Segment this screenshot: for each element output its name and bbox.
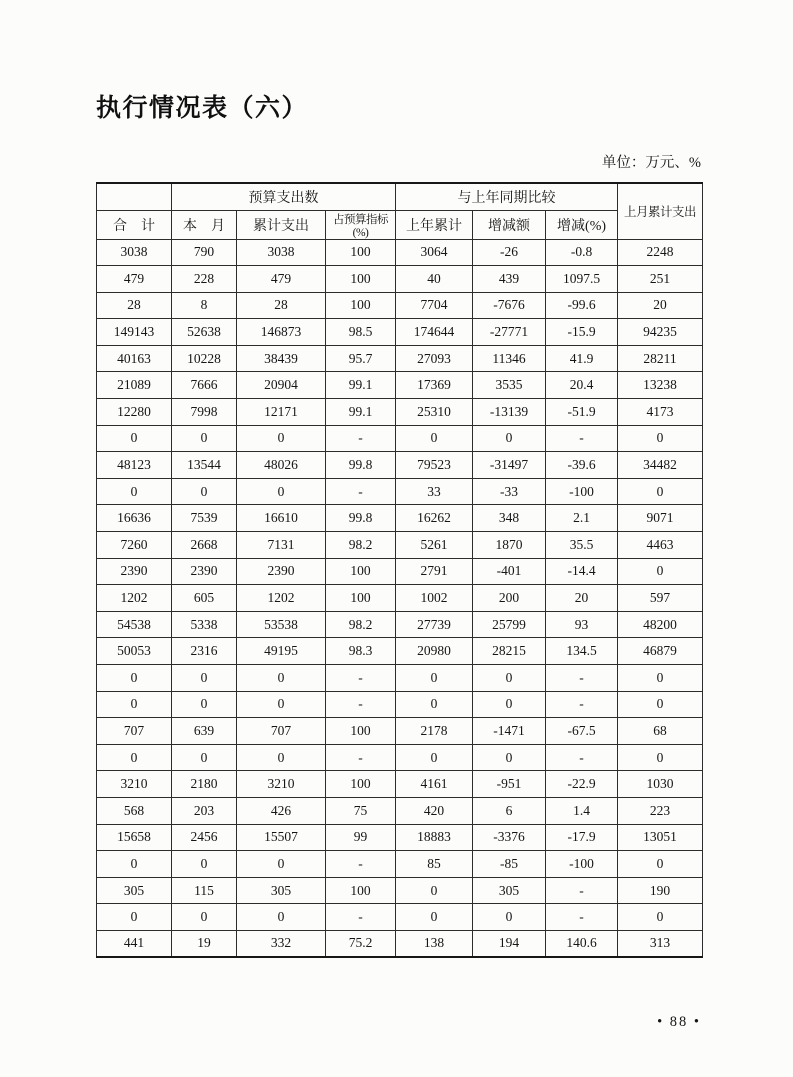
table-cell: 85 <box>396 851 473 878</box>
table-cell: -17.9 <box>546 824 618 851</box>
table-cell: 5338 <box>172 611 237 638</box>
col-header-total: 合 计 <box>97 210 172 239</box>
table-cell: 0 <box>618 425 703 452</box>
table-cell: 223 <box>618 797 703 824</box>
table-cell: 3064 <box>396 239 473 266</box>
unit-note: 单位：万元、% <box>601 155 701 171</box>
table-cell: 7998 <box>172 399 237 426</box>
table-cell: 0 <box>97 744 172 771</box>
table-body <box>97 239 703 957</box>
table-cell: 0 <box>473 904 546 931</box>
table-cell: 2178 <box>396 718 473 745</box>
table-row <box>97 452 703 479</box>
table-row <box>97 718 703 745</box>
table-cell: 46879 <box>618 638 703 665</box>
table-row <box>97 611 703 638</box>
table-cell: 99.8 <box>326 452 396 479</box>
table-cell: 0 <box>618 478 703 505</box>
table-cell: 53538 <box>237 611 326 638</box>
table-cell: 100 <box>326 239 396 266</box>
table-row <box>97 824 703 851</box>
table-cell: 251 <box>618 266 703 293</box>
table-cell: 50053 <box>97 638 172 665</box>
table-cell: 0 <box>172 425 237 452</box>
table-row <box>97 877 703 904</box>
table-cell: 0 <box>172 744 237 771</box>
table-cell: 99.1 <box>326 399 396 426</box>
table-cell: 228 <box>172 266 237 293</box>
table-cell: 7704 <box>396 292 473 319</box>
table-cell: -27771 <box>473 319 546 346</box>
table-cell: 6 <box>473 797 546 824</box>
table-cell: -26 <box>473 239 546 266</box>
table-cell: 0 <box>172 478 237 505</box>
table-cell: 4173 <box>618 399 703 426</box>
table-cell: 426 <box>237 797 326 824</box>
table-cell: 420 <box>396 797 473 824</box>
table-cell: -100 <box>546 478 618 505</box>
table-row <box>97 425 703 452</box>
table-cell: 190 <box>618 877 703 904</box>
table-cell: 0 <box>473 425 546 452</box>
table-cell: 2390 <box>237 558 326 585</box>
table-cell: 0 <box>97 904 172 931</box>
table-cell: -31497 <box>473 452 546 479</box>
table-cell: 332 <box>237 930 326 957</box>
table-cell: 99.1 <box>326 372 396 399</box>
table-cell: 4463 <box>618 532 703 559</box>
table-cell: 28 <box>237 292 326 319</box>
table-cell: 439 <box>473 266 546 293</box>
table-cell: -951 <box>473 771 546 798</box>
table-cell: 1.4 <box>546 797 618 824</box>
table-cell: 79523 <box>396 452 473 479</box>
table-cell: 441 <box>97 930 172 957</box>
table-cell: 7131 <box>237 532 326 559</box>
table-cell: 35.5 <box>546 532 618 559</box>
table-cell: 99.8 <box>326 505 396 532</box>
table-cell: -7676 <box>473 292 546 319</box>
table-cell: 48026 <box>237 452 326 479</box>
table-cell: 305 <box>473 877 546 904</box>
table-cell: 16636 <box>97 505 172 532</box>
table-cell: 0 <box>97 425 172 452</box>
table-cell: 25799 <box>473 611 546 638</box>
table-cell: 9071 <box>618 505 703 532</box>
table-cell: 0 <box>237 665 326 692</box>
table-cell: 0 <box>618 744 703 771</box>
table-cell: 0 <box>618 665 703 692</box>
table-cell: - <box>326 425 396 452</box>
table-cell: 3210 <box>97 771 172 798</box>
table-cell: 313 <box>618 930 703 957</box>
table-cell: 0 <box>396 665 473 692</box>
table-cell: 100 <box>326 771 396 798</box>
table-cell: 100 <box>326 585 396 612</box>
table-cell: 605 <box>172 585 237 612</box>
table-cell: 13238 <box>618 372 703 399</box>
table-cell: 0 <box>237 478 326 505</box>
table-cell: 52638 <box>172 319 237 346</box>
table-cell: 75 <box>326 797 396 824</box>
table-cell: 25310 <box>396 399 473 426</box>
table-cell: 10228 <box>172 345 237 372</box>
table-cell: 38439 <box>237 345 326 372</box>
table-cell: -85 <box>473 851 546 878</box>
table-row <box>97 239 703 266</box>
header-row-groups <box>97 183 703 210</box>
page-title: 执行情况表（六） <box>96 95 309 122</box>
table-cell: 146873 <box>237 319 326 346</box>
table-cell: 75.2 <box>326 930 396 957</box>
table-cell: 2668 <box>172 532 237 559</box>
table-row <box>97 292 703 319</box>
table-row <box>97 558 703 585</box>
table-row <box>97 851 703 878</box>
table-cell: 0 <box>97 665 172 692</box>
table-cell: 3038 <box>97 239 172 266</box>
table-cell: 34482 <box>618 452 703 479</box>
table-cell: 0 <box>473 665 546 692</box>
table-cell: 100 <box>326 558 396 585</box>
table-row <box>97 505 703 532</box>
table-cell: 2248 <box>618 239 703 266</box>
table-cell: 1002 <box>396 585 473 612</box>
table-row <box>97 930 703 957</box>
table-cell: 0 <box>396 744 473 771</box>
table-cell: 28215 <box>473 638 546 665</box>
table-cell: 98.5 <box>326 319 396 346</box>
table-cell: 2456 <box>172 824 237 851</box>
table-header <box>97 183 703 239</box>
table-cell: 98.2 <box>326 611 396 638</box>
table-cell: 0 <box>618 558 703 585</box>
table-row <box>97 345 703 372</box>
table-cell: 0 <box>172 904 237 931</box>
table-cell: 597 <box>618 585 703 612</box>
table-cell: 15658 <box>97 824 172 851</box>
table-cell: 0 <box>172 691 237 718</box>
table-cell: 54538 <box>97 611 172 638</box>
table-cell: -1471 <box>473 718 546 745</box>
col-header-change-amount: 增减额 <box>473 210 546 239</box>
table-cell: 203 <box>172 797 237 824</box>
table-cell: 1870 <box>473 532 546 559</box>
table-cell: -39.6 <box>546 452 618 479</box>
table-cell: 568 <box>97 797 172 824</box>
table-cell: - <box>326 904 396 931</box>
table-cell: -14.4 <box>546 558 618 585</box>
col-header-last-month-cumulative: 上月累计支出 <box>618 183 703 239</box>
table-cell: 1202 <box>237 585 326 612</box>
table-cell: 28211 <box>618 345 703 372</box>
table-cell: 7260 <box>97 532 172 559</box>
table-cell: 0 <box>237 744 326 771</box>
table-cell: 17369 <box>396 372 473 399</box>
table-cell: -51.9 <box>546 399 618 426</box>
table-cell: -15.9 <box>546 319 618 346</box>
table-cell: 4161 <box>396 771 473 798</box>
table-cell: 95.7 <box>326 345 396 372</box>
table-cell: 174644 <box>396 319 473 346</box>
col-header-last-year-cumulative: 上年累计 <box>396 210 473 239</box>
table-cell: - <box>326 478 396 505</box>
table-cell: 0 <box>473 744 546 771</box>
table-cell: 18883 <box>396 824 473 851</box>
table-cell: - <box>546 904 618 931</box>
table-cell: 639 <box>172 718 237 745</box>
table-cell: - <box>546 877 618 904</box>
table-row <box>97 399 703 426</box>
table-row <box>97 904 703 931</box>
table-row <box>97 638 703 665</box>
table-cell: 2390 <box>172 558 237 585</box>
table-cell: - <box>326 744 396 771</box>
table-cell: 134.5 <box>546 638 618 665</box>
table-cell: 3210 <box>237 771 326 798</box>
header-corner-cell <box>97 183 172 210</box>
table-cell: -67.5 <box>546 718 618 745</box>
table-cell: - <box>326 691 396 718</box>
table-cell: 48123 <box>97 452 172 479</box>
table-cell: 40163 <box>97 345 172 372</box>
table-cell: -99.6 <box>546 292 618 319</box>
table-row <box>97 665 703 692</box>
table-cell: 305 <box>97 877 172 904</box>
table-cell: 0 <box>97 478 172 505</box>
table-cell: 0 <box>618 851 703 878</box>
table-cell: 2791 <box>396 558 473 585</box>
table-cell: 20980 <box>396 638 473 665</box>
table-row <box>97 744 703 771</box>
table-cell: 94235 <box>618 319 703 346</box>
table-cell: 48200 <box>618 611 703 638</box>
table-row <box>97 319 703 346</box>
table-cell: 7539 <box>172 505 237 532</box>
table-cell: 138 <box>396 930 473 957</box>
table-cell: 0 <box>172 851 237 878</box>
table-cell: 20 <box>618 292 703 319</box>
table-cell: 100 <box>326 266 396 293</box>
table-row <box>97 691 703 718</box>
table-cell: 0 <box>396 425 473 452</box>
table-cell: 0 <box>237 851 326 878</box>
table-cell: 11346 <box>473 345 546 372</box>
table-cell: 790 <box>172 239 237 266</box>
table-row <box>97 585 703 612</box>
table-cell: 68 <box>618 718 703 745</box>
table-cell: 1097.5 <box>546 266 618 293</box>
table-cell: 115 <box>172 877 237 904</box>
table-cell: 3038 <box>237 239 326 266</box>
table-cell: 40 <box>396 266 473 293</box>
table-cell: -13139 <box>473 399 546 426</box>
table-cell: 20904 <box>237 372 326 399</box>
col-header-cumulative-expenditure: 累计支出 <box>237 210 326 239</box>
table-cell: 707 <box>97 718 172 745</box>
table-cell: 21089 <box>97 372 172 399</box>
table-cell: 0 <box>473 691 546 718</box>
table-cell: 27739 <box>396 611 473 638</box>
table-cell: - <box>326 665 396 692</box>
table-row <box>97 372 703 399</box>
table-cell: 49195 <box>237 638 326 665</box>
table-cell: 479 <box>237 266 326 293</box>
table-cell: - <box>546 665 618 692</box>
table-cell: 0 <box>97 851 172 878</box>
table-cell: 200 <box>473 585 546 612</box>
table-cell: 0 <box>396 877 473 904</box>
table-cell: -33 <box>473 478 546 505</box>
table-cell: 0 <box>237 904 326 931</box>
table-cell: -100 <box>546 851 618 878</box>
table-cell: 1030 <box>618 771 703 798</box>
table-cell: 707 <box>237 718 326 745</box>
table-cell: 16610 <box>237 505 326 532</box>
table-row <box>97 478 703 505</box>
table-cell: - <box>546 691 618 718</box>
table-cell: 305 <box>237 877 326 904</box>
table-cell: -22.9 <box>546 771 618 798</box>
table-cell: 99 <box>326 824 396 851</box>
table-cell: - <box>546 744 618 771</box>
table-cell: 13544 <box>172 452 237 479</box>
table-row <box>97 797 703 824</box>
table-row <box>97 266 703 293</box>
table-cell: 2.1 <box>546 505 618 532</box>
table-cell: 5261 <box>396 532 473 559</box>
col-header-this-month: 本 月 <box>172 210 237 239</box>
header-row-columns <box>97 210 703 239</box>
col-header-budget-indicator-pct: 占预算指标(%) <box>326 210 396 239</box>
table-cell: -401 <box>473 558 546 585</box>
table-cell: 93 <box>546 611 618 638</box>
table-cell: 12280 <box>97 399 172 426</box>
header-group-budget-expenditure: 预算支出数 <box>172 183 396 210</box>
table-cell: 194 <box>473 930 546 957</box>
table-cell: 0 <box>237 691 326 718</box>
table-cell: 0 <box>237 425 326 452</box>
table-cell: 2316 <box>172 638 237 665</box>
table-cell: 479 <box>97 266 172 293</box>
table-cell: 140.6 <box>546 930 618 957</box>
table-cell: 98.3 <box>326 638 396 665</box>
table-cell: 348 <box>473 505 546 532</box>
header-group-comparison-last-year: 与上年同期比较 <box>396 183 618 210</box>
table-cell: 100 <box>326 877 396 904</box>
table-cell: 100 <box>326 292 396 319</box>
table-cell: 15507 <box>237 824 326 851</box>
table-cell: 13051 <box>618 824 703 851</box>
table-cell: - <box>546 425 618 452</box>
table-cell: 8 <box>172 292 237 319</box>
table-cell: 2390 <box>97 558 172 585</box>
table-cell: 0 <box>396 691 473 718</box>
execution-status-table <box>96 182 703 958</box>
table-cell: 27093 <box>396 345 473 372</box>
table-cell: 149143 <box>97 319 172 346</box>
table-cell: 0 <box>396 904 473 931</box>
table-cell: 1202 <box>97 585 172 612</box>
table-cell: 28 <box>97 292 172 319</box>
table-cell: 98.2 <box>326 532 396 559</box>
table-cell: - <box>326 851 396 878</box>
table-cell: 2180 <box>172 771 237 798</box>
table-row <box>97 771 703 798</box>
page-number: • 88 • <box>657 1014 701 1030</box>
table-row <box>97 532 703 559</box>
table-cell: -0.8 <box>546 239 618 266</box>
table-cell: 0 <box>618 904 703 931</box>
table-cell: 100 <box>326 718 396 745</box>
table-cell: 16262 <box>396 505 473 532</box>
table-cell: 20.4 <box>546 372 618 399</box>
table-cell: 19 <box>172 930 237 957</box>
table-cell: 3535 <box>473 372 546 399</box>
table-cell: 0 <box>618 691 703 718</box>
table-cell: 20 <box>546 585 618 612</box>
table-cell: 41.9 <box>546 345 618 372</box>
table-cell: 0 <box>172 665 237 692</box>
col-header-change-pct: 增减(%) <box>546 210 618 239</box>
table-cell: 7666 <box>172 372 237 399</box>
table-cell: -3376 <box>473 824 546 851</box>
table-cell: 0 <box>97 691 172 718</box>
table-cell: 33 <box>396 478 473 505</box>
table-cell: 12171 <box>237 399 326 426</box>
